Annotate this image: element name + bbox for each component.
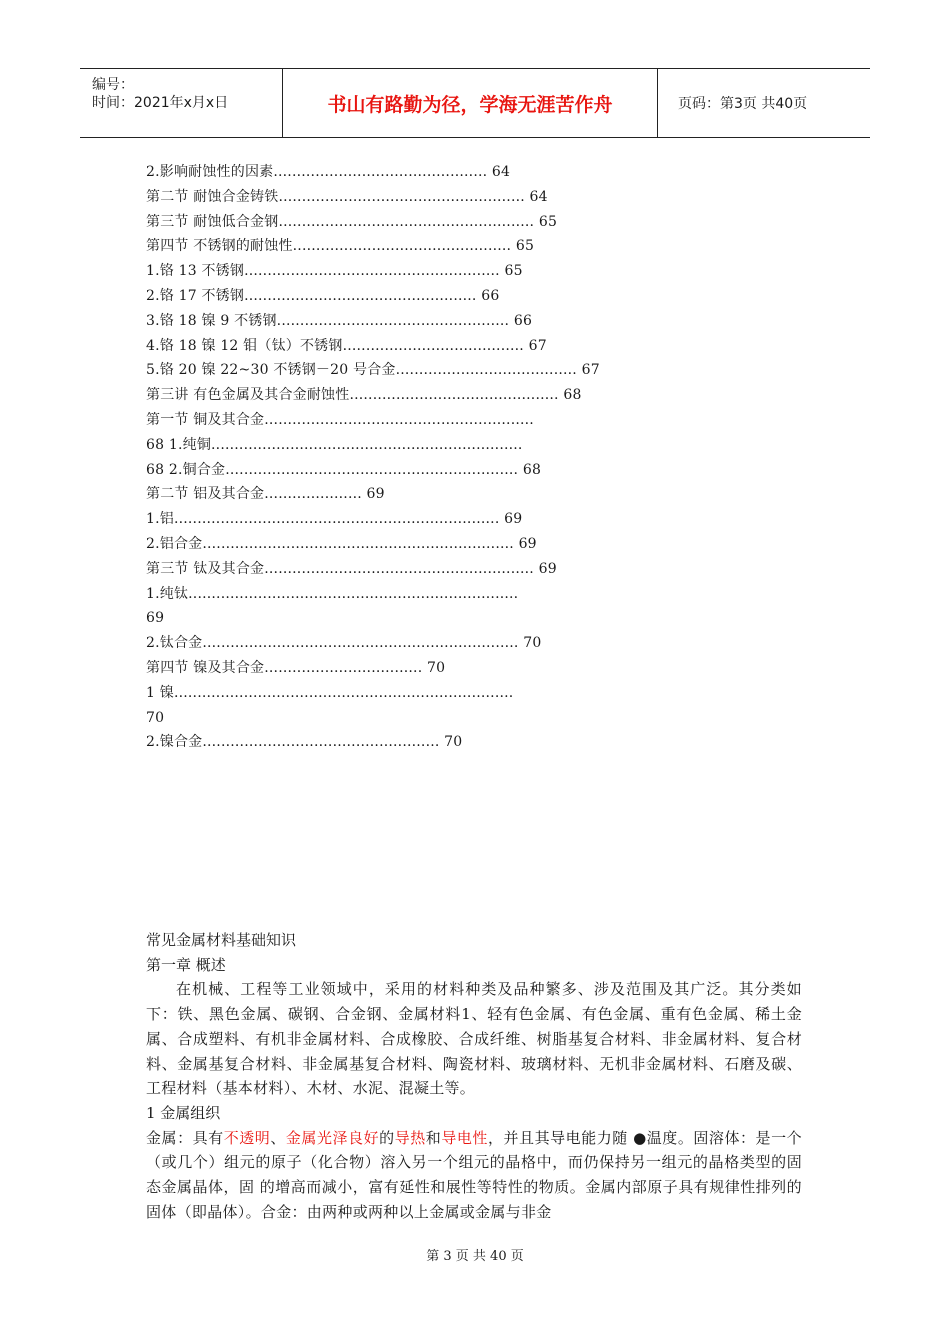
text-run: 金属：具有 <box>146 1128 224 1147</box>
header-meta <box>80 69 283 137</box>
toc-entry: 4.铬 18 镍 12 钼（钛）不锈钢....................................... 67 <box>146 337 547 354</box>
toc-entry: 第四节 不锈钢的耐蚀性............................................... 65 <box>146 238 535 255</box>
highlight-luster: 金属光泽良好 <box>285 1128 380 1147</box>
table-of-contents <box>146 160 816 755</box>
toc-entry: 第四节 镍及其合金.................................. 70 <box>146 659 446 676</box>
page-footer: 第 3 页 共 40 页 <box>426 1249 524 1264</box>
toc-entry: 第三讲 有色金属及其合金耐蚀性............................................. 68 <box>146 387 582 404</box>
toc-entry: 1 镍......................................................................... <box>146 684 514 701</box>
toc-entry: 2.钛合金.................................................................... 70 <box>146 635 542 652</box>
toc-entry: 第二节 耐蚀合金铸铁..................................................... 64 <box>146 188 548 205</box>
page-info-text: 页码：第3页 共40页 <box>678 96 808 112</box>
page-header <box>80 68 870 138</box>
text-run: 的 <box>379 1128 395 1147</box>
toc-entry: 第一节 铜及其合金.......................................................... <box>146 411 534 428</box>
highlight-thermal: 导热 <box>394 1128 426 1147</box>
toc-entry: 68 1.纯铜................................................................... <box>146 436 523 453</box>
section-heading: 1 金属组织 <box>146 1103 221 1122</box>
document-title: 常见金属材料基础知识 <box>146 931 297 949</box>
main-body <box>146 928 802 1224</box>
text-run: 和 <box>425 1128 442 1147</box>
document-time-label: 时间：2021年x月x日 <box>92 95 229 111</box>
header-motto: 书山有路勤为径，学海无涯苦作舟 <box>283 69 658 137</box>
toc-entry: 第二节 铝及其合金..................... 69 <box>146 486 385 503</box>
highlight-opaque: 不透明 <box>223 1128 271 1147</box>
toc-entry: 2.铝合金................................................................... 69 <box>146 535 537 552</box>
toc-entry: 2.铬 17 不锈钢.................................................. 66 <box>146 287 500 304</box>
toc-entry: 70 <box>146 709 165 726</box>
text-run: ，并且其导电能力随 ●温度。固溶体：是一个（或几个）组元的原子（化合物）溶入另一个组元的晶格中，而仍保持另一组元的晶格类型的固态金属晶体，固 的增高而减小，富有延性和展性等特性的物质。金属内部原子具有规律性排列的固体（即晶体）。合金：由两种或两种以上金属或金属与非金 <box>146 1128 802 1221</box>
toc-entry: 3.铬 18 镍 9 不锈钢.................................................. 66 <box>146 312 533 329</box>
toc-entry: 68 2.铜合金............................................................... 68 <box>146 461 542 478</box>
toc-entry: 5.铬 20 镍 22~30 不锈钢－20 号合金....................................... 67 <box>146 362 600 379</box>
toc-entry: 69 <box>146 610 165 627</box>
toc-entry: 第三节 耐蚀低合金钢....................................................... 65 <box>146 213 558 230</box>
overview-paragraph: 在机械、工程等工业领域中，采用的材料种类及品种繁多、涉及范围及其广泛。其分类如下：铁、黑色金属、碳钢、合金钢、金属材料1、轻有色金属、有色金属、重有色金属、稀土金属、合成塑料、有机非金属材料、合成橡胶、合成纤维、树脂基复合材料、非金属材料、复合材料、金属基复合材料、非金属基复合材料、陶瓷材料、玻璃材料、无机非金属材料、石磨及碳、工程材料（基本材料）、木材、水泥、混凝土等。 <box>146 980 802 1098</box>
header-page-info <box>664 69 870 137</box>
metal-definition-paragraph <box>146 1126 802 1225</box>
toc-entry: 1.铬 13 不锈钢....................................................... 65 <box>146 263 523 280</box>
toc-entry: 1.纯钛....................................................................... <box>146 585 519 602</box>
toc-entry: 1.铝...................................................................... 69 <box>146 511 523 528</box>
toc-entry: 2.影响耐蚀性的因素.............................................. 64 <box>146 164 511 180</box>
toc-entry: 第三节 钛及其合金.......................................................... 69 <box>146 560 557 577</box>
highlight-conductive: 导电性 <box>441 1128 488 1147</box>
document-number-label: 编号： <box>92 77 134 93</box>
chapter-heading: 第一章 概述 <box>146 955 226 974</box>
toc-entry: 2.镍合金................................................... 70 <box>146 734 463 751</box>
text-run: 、 <box>270 1128 286 1147</box>
